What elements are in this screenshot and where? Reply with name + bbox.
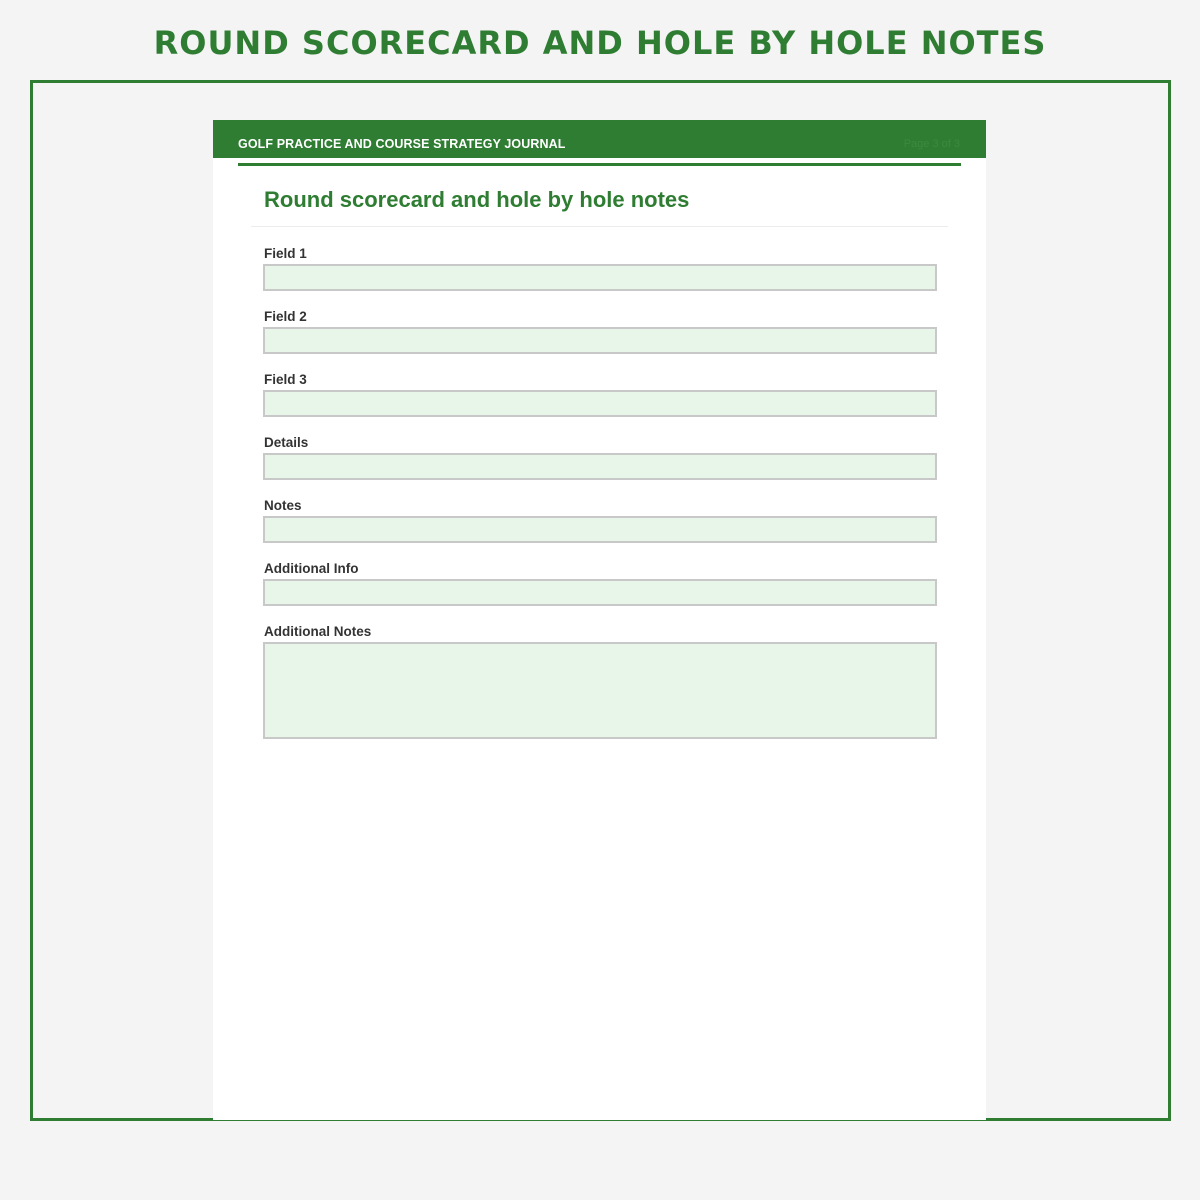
field-2-label: Field 2 [264,309,307,324]
journal-title: GOLF PRACTICE AND COURSE STRATEGY JOURNAL [238,137,566,151]
details-input[interactable] [263,453,937,480]
field-3-input[interactable] [263,390,937,417]
additional-notes-textarea[interactable] [263,642,937,739]
field-1-input[interactable] [263,264,937,291]
header-rule [238,163,961,166]
details-label: Details [264,435,309,450]
additional-info-label: Additional Info [264,561,359,576]
additional-info-input[interactable] [263,579,937,606]
title-divider [251,226,948,227]
field-3-label: Field 3 [264,372,307,387]
field-1-label: Field 1 [264,246,307,261]
journal-page [213,120,986,1120]
page-number: Page 3 of 3 [903,138,960,150]
page-header [213,120,986,158]
section-title: Round scorecard and hole by hole notes [264,187,690,212]
field-2-input[interactable] [263,327,937,354]
banner-title: ROUND SCORECARD AND HOLE BY HOLE NOTES [153,24,1047,62]
notes-label: Notes [264,498,302,513]
additional-notes-label: Additional Notes [264,624,372,639]
notes-input[interactable] [263,516,937,543]
